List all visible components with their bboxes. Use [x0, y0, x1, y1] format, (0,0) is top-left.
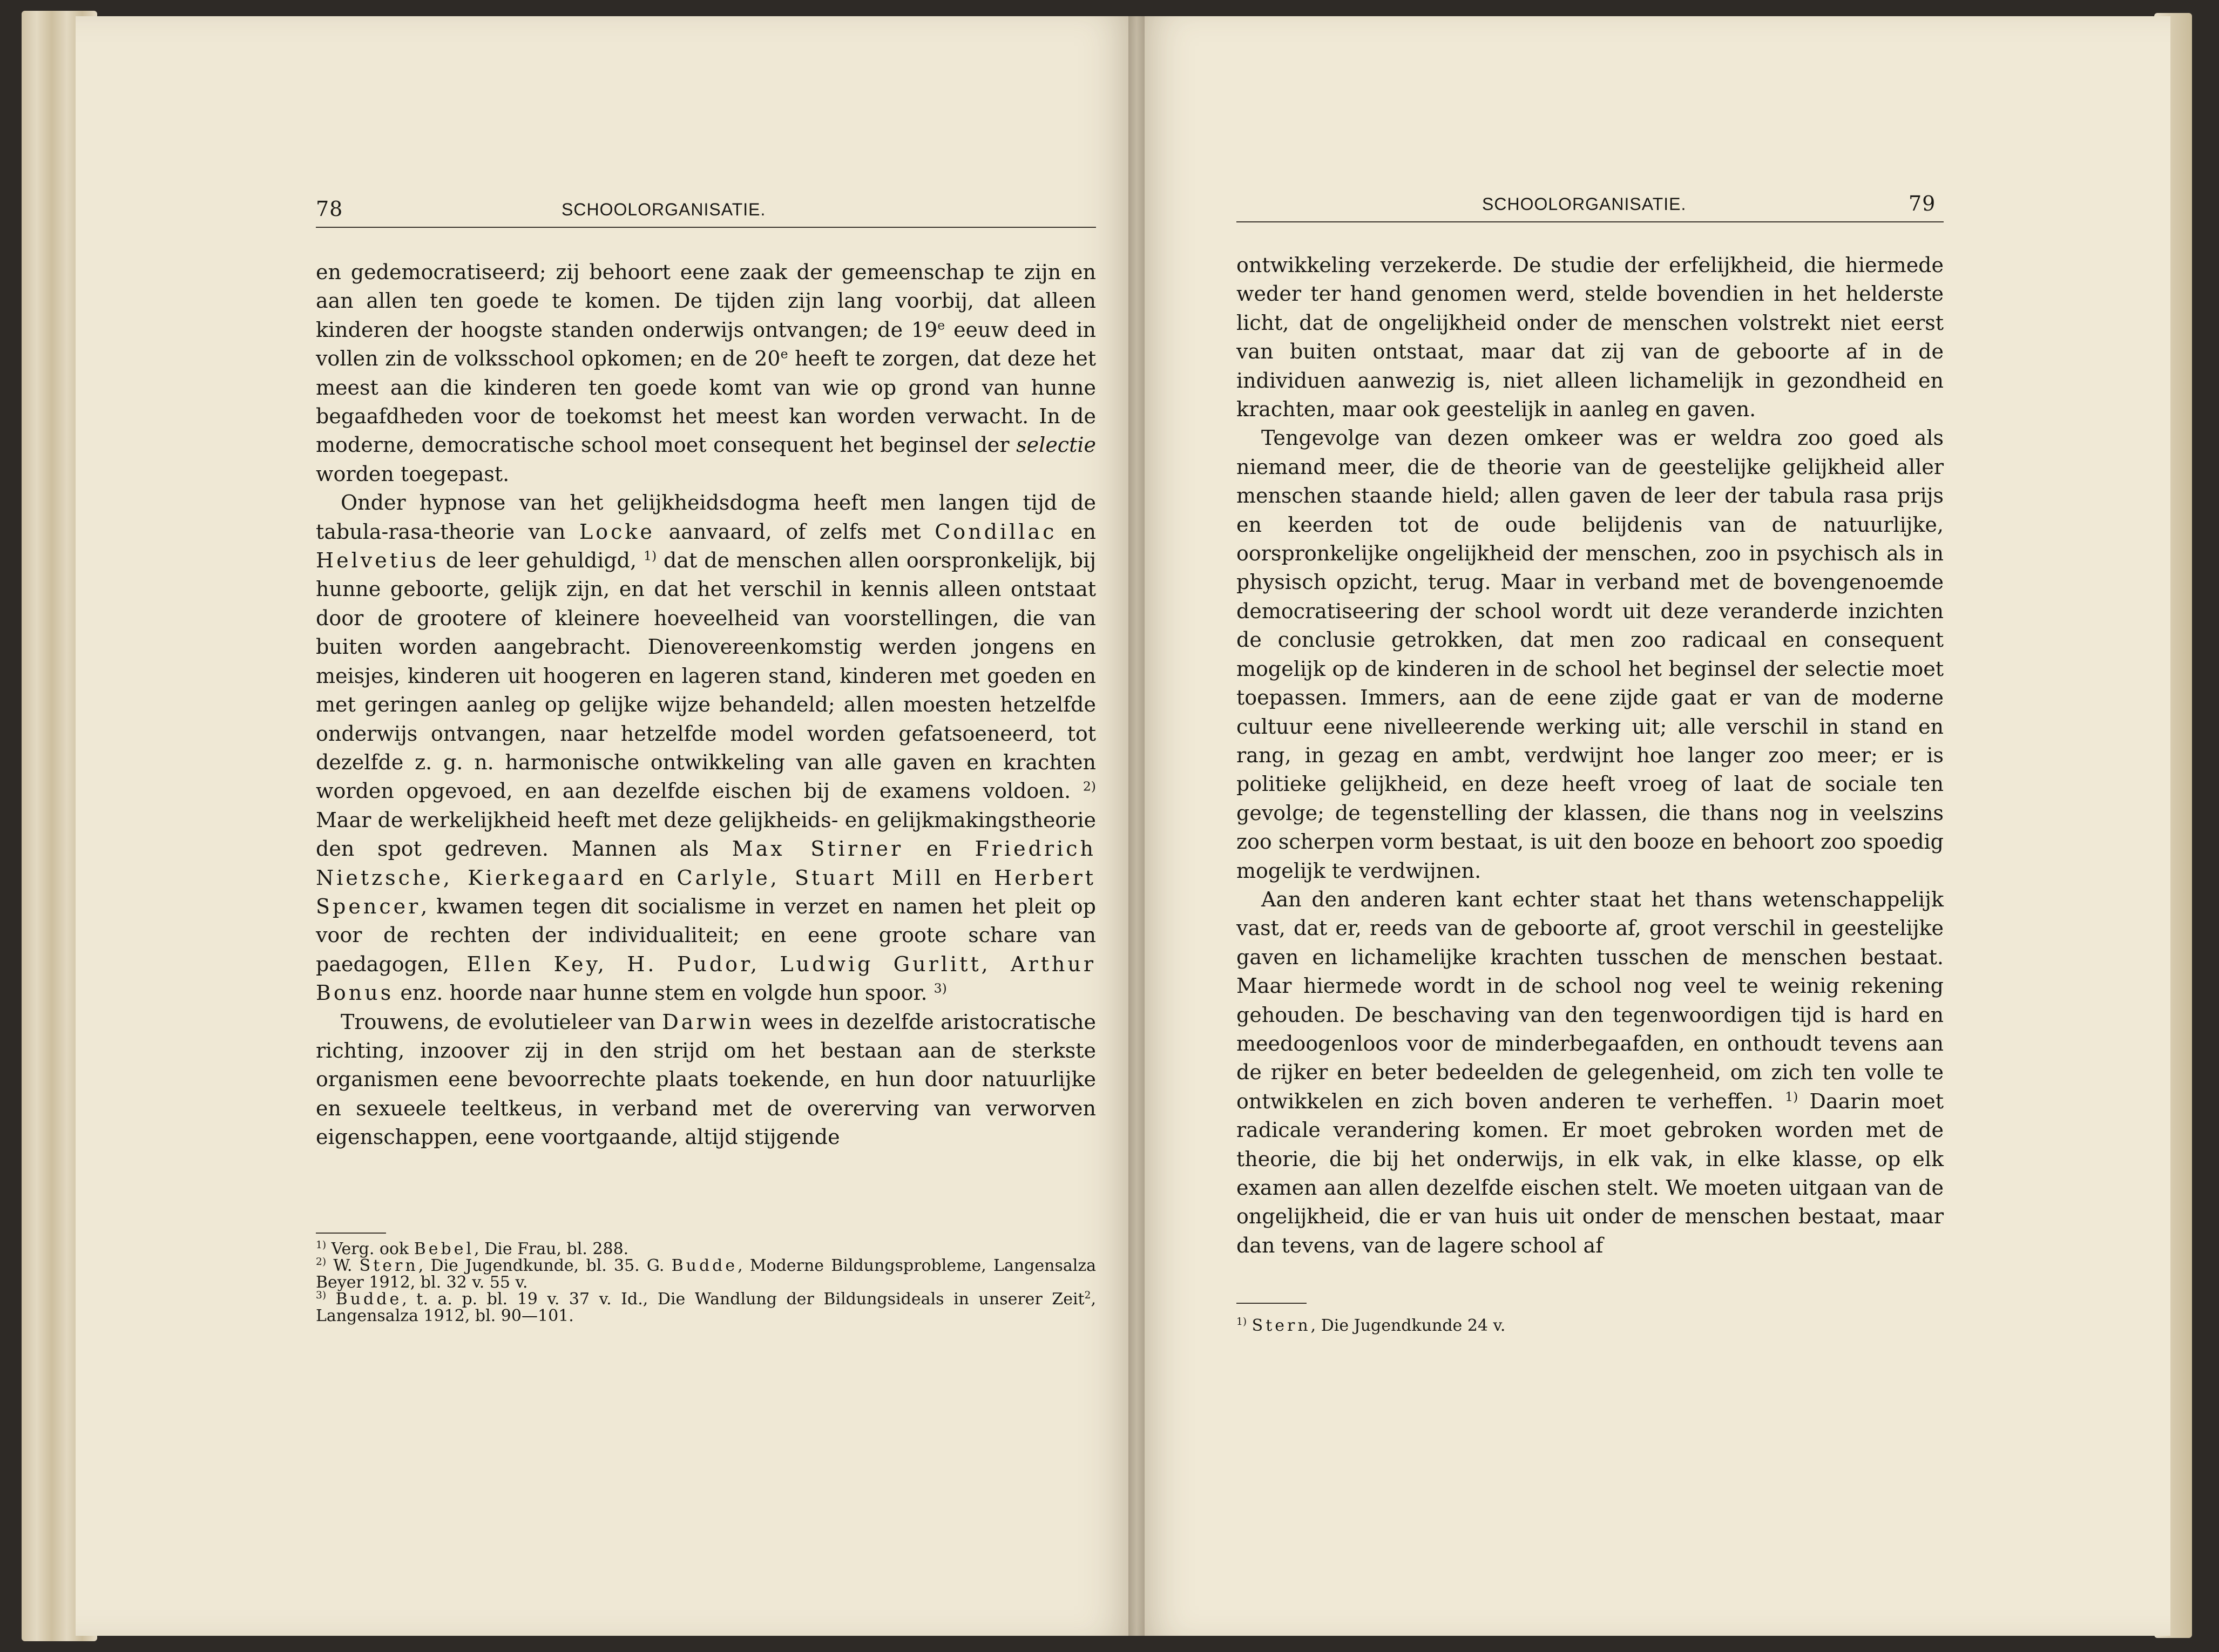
paragraph: en gedemocratiseerd; zij behoort eene zaak der gemeenschap te zijn en aan allen ten goede te komen. De tijden zijn lang voorbij, dat alleen kinderen der hoogste standen onderwijs ontvangen; de 19e eeuw deed in vollen zin de volksschool opkomen; en de 20e heeft te zorgen, dat deze het meest aan die kinderen ten goede komt van wie op grond van hunne begaafdheden voor de toekomst het meest kan worden verwacht. In de moderne, democratische school moet consequent het beginsel der selectie worden toegepast.	[316, 260, 1096, 486]
footnote-ref: 1)	[643, 548, 657, 564]
footnote: $^{1)}$ Stern, Die Jugendkunde 24 v.	[1236, 1316, 1506, 1335]
footnote: $^{1)}$ Verg. ook Bebel, Die Frau, bl. 288.	[316, 1240, 629, 1258]
footnote-ref: 2)	[1083, 778, 1096, 794]
right-page	[1136, 16, 2170, 1636]
left-page	[76, 16, 1136, 1636]
header-rule	[316, 227, 1096, 228]
paragraph: Onder hypnose van het gelijkheidsdogma heeft men langen tijd de tabula-rasa-theorie van Locke aanvaard, of zelfs met Condillac en Helvetius de leer gehuldigd, $^{1)}$ dat de menschen allen oorspronkelijk, bij hunne geboorte, gelijk zijn, en dat het verschil in kennis alleen ontstaat door de grootere of kleinere hoeveelheid van voorstellingen, die van buiten worden aangebracht. Dienovereenkomstig werden jongens en meisjes, kinderen uit hoogeren en lageren stand, kinderen met goeden en met geringen aanleg op gelijke wijze behandeld; allen moesten hetzelfde onderwijs ontvangen, naar hetzelfde model worden gefatsoeneerd, tot dezelfde z. g. n. harmonische ontwikkeling van alle gaven en krachten worden opgevoed, en aan dezelfde eischen bij de examens voldoen. $^{2)}$ Maar de werkelijkheid heeft met deze gelijkheids- en gelijkmakingstheorie den spot gedreven. Mannen als Max Stirner en Friedrich Nietzsche, Kierkegaard en Carlyle, Stuart Mill en Herbert Spencer, kwamen tegen dit socialisme in verzet en namen het pleit op voor de rechten der individualiteit; en eene groote schare van paedagogen, Ellen Key, H. Pudor, Ludwig Gurlitt, Arthur Bonus enz. hoorde naar hunne stem en volgde hun spoor. $^{3)}$	[316, 491, 1097, 1005]
page-number: 78	[316, 197, 343, 221]
paragraph: Trouwens, de evolutieleer van Darwin wees in dezelfde aristocratische richting, inzoover zij in den strijd om het bestaan aan de sterkste organismen eene bevoorrechte plaats toekende, en hun door natuurlijke en sexueele teeltkeus, in verband met de overerving van verworven eigenschappen, eene voortgaande, altijd stijgende	[316, 1010, 1096, 1149]
running-title: SCHOOLORGANISATIE.	[561, 200, 766, 219]
footnote: $^{2)}$ W. Stern, Die Jugendkunde, bl. 35. G. Budde, Moderne Bildungsprobleme, Langensalza Beyer 1912, bl. 32 v. 55 v.	[316, 1256, 1097, 1292]
book-gutter	[1128, 16, 1145, 1636]
header-rule	[1236, 221, 1944, 222]
body-text	[1236, 251, 1944, 1260]
body-text	[316, 258, 1096, 1152]
footnote-ref: 3)	[933, 980, 947, 996]
footnote-ref: 1)	[1785, 1089, 1798, 1105]
footnote-rule	[316, 1233, 386, 1234]
page-number: 79	[1909, 192, 1936, 215]
paragraph: ontwikkeling verzekerde. De studie der erfelijkheid, die hiermede weder ter hand genomen werd, stelde bovendien in het helderste licht, dat de ongelijkheid onder de menschen volstrekt niet eerst van buiten ontstaat, maar dat zij van de geboorte af in de individuen aanwezig is, niet alleen lichamelijk in gezondheid en krachten, maar ook geestelijk in aanleg en gaven.	[1236, 253, 1944, 422]
running-title: SCHOOLORGANISATIE.	[1482, 194, 1687, 214]
paragraph: Tengevolge van dezen omkeer was er weldra zoo goed als niemand meer, die de theorie van de geestelijke gelijkheid aller menschen staande hield; allen gaven de leer der tabula rasa prijs en keerden tot de oude belijdenis van de natuurlijke, oorspronkelijke ongelijkheid der menschen, zoo in psychisch als in physisch opzicht, terug. Maar in verband met de bovengenoemde democratiseering der school wordt uit deze veranderde inzichten de conclusie getrokken, dat men zoo radicaal en consequent mogelijk op de kinderen in de school het beginsel der selectie moet toepassen. Immers, aan de eene zijde gaat er van de moderne cultuur eene nivelleerende werking uit; alle verschil in stand en rang, in gezag en ambt, verdwijnt hoe langer zoo meer; er is politieke gelijkheid, en deze heeft vroeg of laat de sociale ten gevolge; de tegenstelling der klassen, die thans nog in veelszins zoo scherpen vorm bestaat, is uit den booze en behoort zoo spoedig mogelijk te verdwijnen.	[1236, 426, 1944, 883]
footnote-rule	[1236, 1303, 1307, 1304]
italic-term: selectie	[1016, 433, 1096, 457]
footnotes	[1236, 1317, 1944, 1334]
footnote: $^{3)}$ Budde, t. a. p. bl. 19 v. 37 v. Id., Die Wandlung der Bildungsideals in unserer Zeit$^2$, Langensalza 1912, bl. 90—101.	[316, 1290, 1096, 1325]
paragraph: Aan den anderen kant echter staat het thans wetenschappelijk vast, dat er, reeds van de geboorte af, groot verschil in geestelijke gaven en lichamelijke krachten tusschen de menschen bestaat. Maar hiermede wordt in de school nog veel te weinig rekening gehouden. De beschaving van den tegenwoordigen tijd is hard en meedoogenloos voor de minderbegaafden, en onthoudt tevens aan de rijker en beter bedeelden de gelegenheid, om zich ten volle te ontwikkelen en zich boven anderen te verheffen. $^{1)}$ Daarin moet radicale verandering komen. Er moet gebroken worden met de theorie, die bij het onderwijs, in elk vak, in elke klasse, op elk examen aan allen dezelfde eischen stelt. We moeten uitgaan van de ongelijkheid, die er van huis uit onder de menschen bestaat, maar dan tevens, van de lagere school af	[1236, 887, 1944, 1257]
footnotes	[316, 1241, 1096, 1324]
